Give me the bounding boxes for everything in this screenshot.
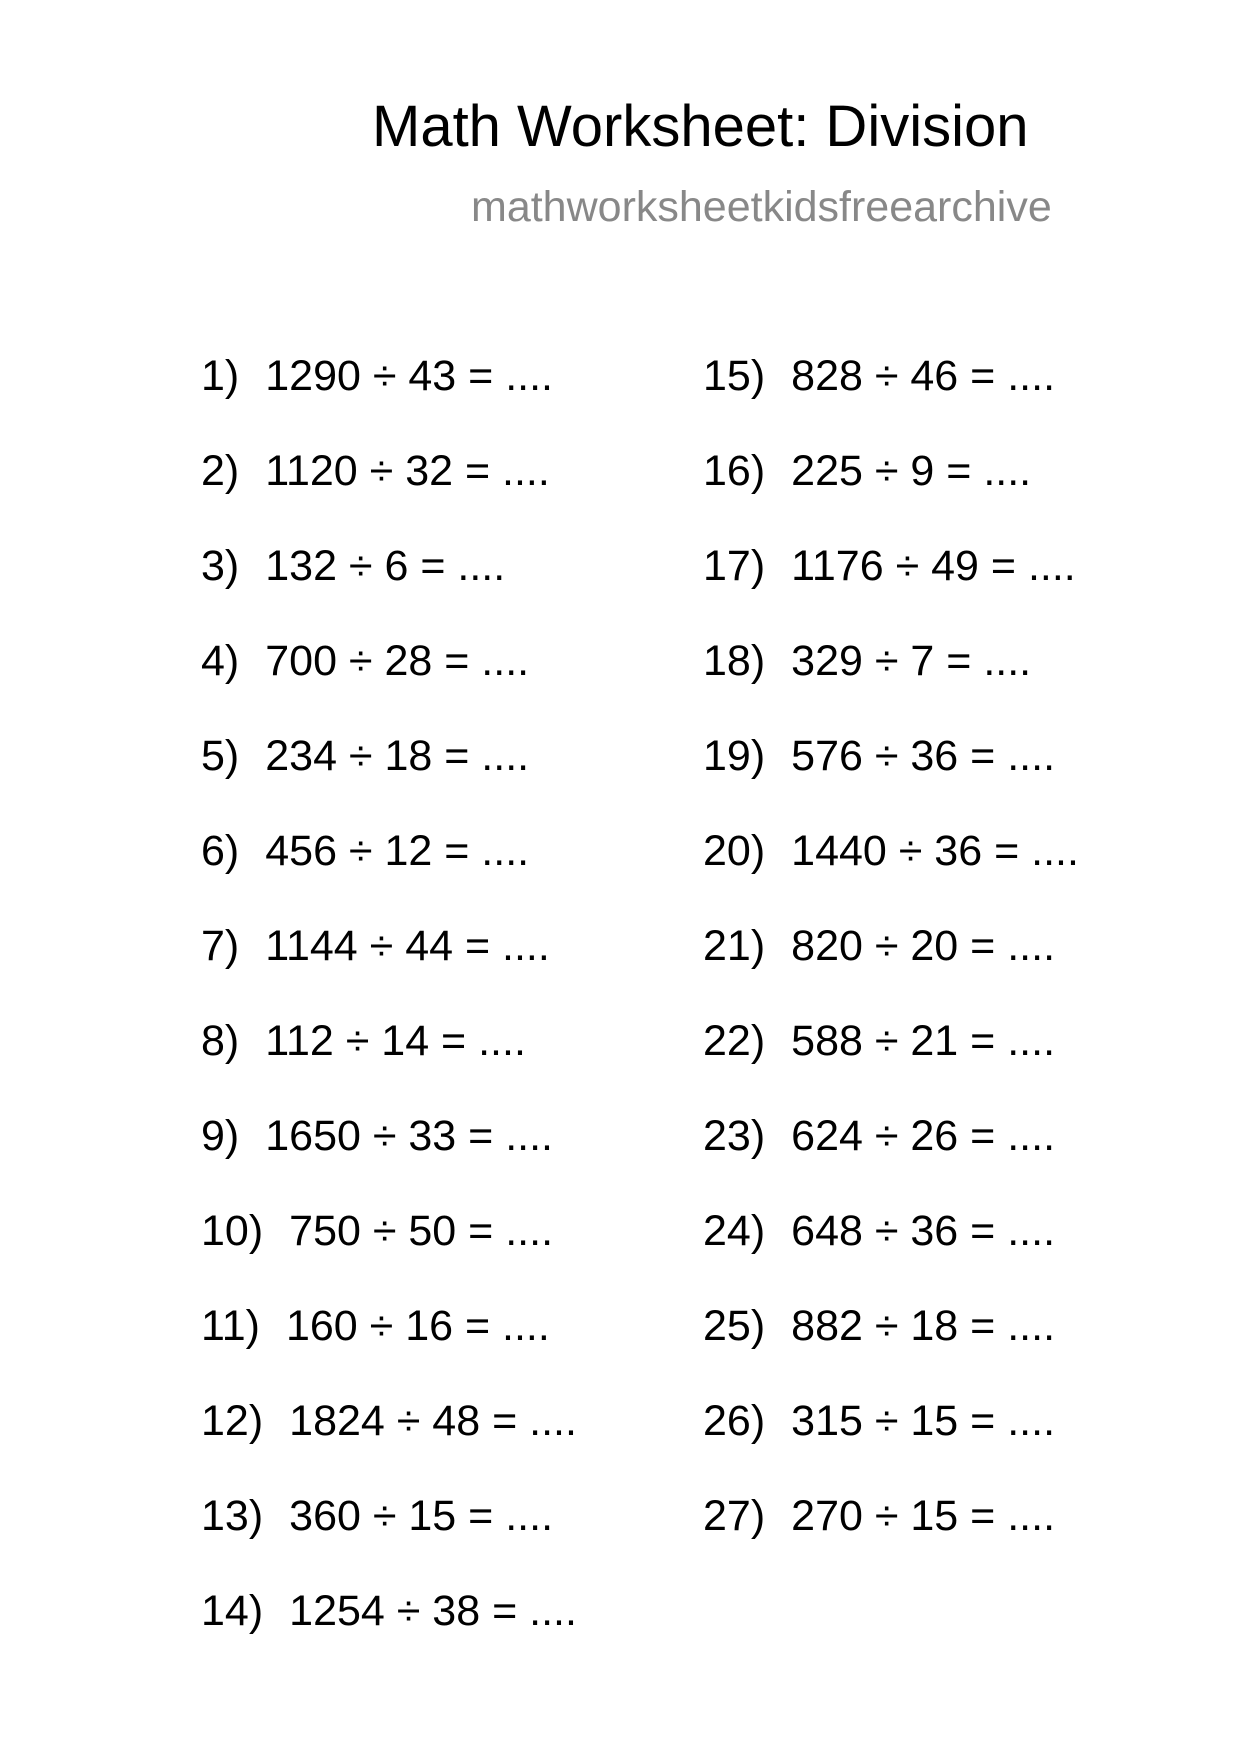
problem-item <box>201 1396 577 1491</box>
problem-column-left <box>201 351 577 1681</box>
problem-expression: 1254 ÷ 38 = .... <box>289 1587 577 1635</box>
problem-number: 3) <box>201 542 240 590</box>
problem-item <box>201 1206 577 1301</box>
problem-item <box>201 731 577 826</box>
problem-number: 22) <box>703 1017 766 1065</box>
problem-item <box>703 636 1079 731</box>
problem-expression: 1120 ÷ 32 = .... <box>265 447 550 495</box>
problem-item <box>703 446 1079 541</box>
problem-expression: 648 ÷ 36 = .... <box>791 1207 1056 1255</box>
problem-item <box>201 636 577 731</box>
problem-number: 9) <box>201 1112 240 1160</box>
problem-expression: 132 ÷ 6 = .... <box>265 542 506 590</box>
problem-item <box>201 1111 577 1206</box>
problem-number: 7) <box>201 922 240 970</box>
problem-expression: 1290 ÷ 43 = .... <box>265 352 554 400</box>
problem-expression: 700 ÷ 28 = .... <box>265 637 530 685</box>
problem-item <box>201 1016 577 1111</box>
problem-number: 13) <box>201 1492 264 1540</box>
problem-expression: 1144 ÷ 44 = .... <box>265 922 550 970</box>
problem-number: 2) <box>201 447 240 495</box>
problem-number: 12) <box>201 1397 264 1445</box>
problem-item <box>201 446 577 541</box>
problem-number: 15) <box>703 352 766 400</box>
problem-expression: 360 ÷ 15 = .... <box>289 1492 554 1540</box>
problem-item <box>703 1016 1079 1111</box>
problem-item <box>703 921 1079 1016</box>
problem-number: 4) <box>201 637 240 685</box>
problem-item <box>201 1301 577 1396</box>
problem-expression: 588 ÷ 21 = .... <box>791 1017 1056 1065</box>
problem-item <box>201 1491 577 1586</box>
problem-item <box>201 921 577 1016</box>
problem-item <box>703 1206 1079 1301</box>
problem-number: 1) <box>201 352 240 400</box>
problem-number: 27) <box>703 1492 766 1540</box>
problem-item <box>703 541 1079 636</box>
problem-number: 16) <box>703 447 766 495</box>
problem-number: 23) <box>703 1112 766 1160</box>
problem-expression: 329 ÷ 7 = .... <box>791 637 1032 685</box>
problem-number: 18) <box>703 637 766 685</box>
problem-expression: 315 ÷ 15 = .... <box>791 1397 1056 1445</box>
problem-number: 26) <box>703 1397 766 1445</box>
problem-number: 19) <box>703 732 766 780</box>
problem-expression: 750 ÷ 50 = .... <box>289 1207 554 1255</box>
problem-expression: 1176 ÷ 49 = .... <box>791 542 1076 590</box>
problem-item <box>201 826 577 921</box>
problem-item <box>703 351 1079 446</box>
problem-expression: 624 ÷ 26 = .... <box>791 1112 1056 1160</box>
problem-item <box>703 1301 1079 1396</box>
problem-number: 14) <box>201 1587 264 1635</box>
problem-expression: 456 ÷ 12 = .... <box>265 827 530 875</box>
problem-item <box>703 826 1079 921</box>
problem-item <box>201 541 577 636</box>
problem-expression: 1650 ÷ 33 = .... <box>265 1112 554 1160</box>
problem-expression: 112 ÷ 14 = .... <box>265 1017 526 1065</box>
problem-expression: 820 ÷ 20 = .... <box>791 922 1056 970</box>
problem-item <box>703 1491 1079 1586</box>
problem-number: 6) <box>201 827 240 875</box>
problem-number: 20) <box>703 827 766 875</box>
problem-item <box>703 731 1079 826</box>
problem-expression: 160 ÷ 16 = .... <box>285 1302 550 1350</box>
problem-number: 5) <box>201 732 240 780</box>
page-subtitle: mathworksheetkidsfreearchive <box>471 183 1052 231</box>
problem-item <box>201 1586 577 1681</box>
problem-number: 10) <box>201 1207 264 1255</box>
problem-item <box>703 1396 1079 1491</box>
problem-expression: 882 ÷ 18 = .... <box>791 1302 1056 1350</box>
problem-item <box>703 1111 1079 1206</box>
problem-expression: 270 ÷ 15 = .... <box>791 1492 1056 1540</box>
problem-number: 11) <box>201 1302 260 1350</box>
problem-expression: 576 ÷ 36 = .... <box>791 732 1056 780</box>
problem-number: 24) <box>703 1207 766 1255</box>
problem-expression: 1824 ÷ 48 = .... <box>289 1397 577 1445</box>
problem-expression: 828 ÷ 46 = .... <box>791 352 1056 400</box>
problem-number: 8) <box>201 1017 240 1065</box>
problem-number: 17) <box>703 542 766 590</box>
problem-number: 21) <box>703 922 766 970</box>
problem-expression: 225 ÷ 9 = .... <box>791 447 1032 495</box>
problem-expression: 1440 ÷ 36 = .... <box>791 827 1079 875</box>
problem-column-right <box>703 351 1079 1586</box>
problem-item <box>201 351 577 446</box>
problem-number: 25) <box>703 1302 766 1350</box>
page-title: Math Worksheet: Division <box>372 94 1029 159</box>
problem-expression: 234 ÷ 18 = .... <box>265 732 530 780</box>
